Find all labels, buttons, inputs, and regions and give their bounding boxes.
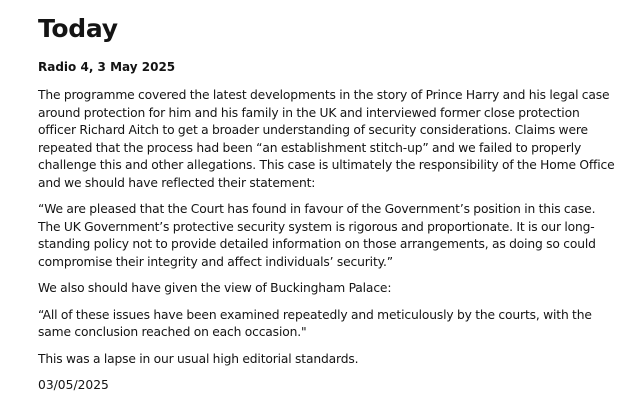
publication-date: 03/05/2025 — [38, 378, 109, 392]
paragraph-palace-intro: We also should have given the view of Buckingham Palace: — [38, 281, 392, 295]
paragraph-home-office-statement: “We are pleased that the Court has found in favour of the Government’s position in this case. The UK Government’s protective security system is rigorous and proportionate. It is our long-standing policy not to provide detailed information on those arrangements, as doing so could compromise their integrity and affect individuals’ security.” — [38, 202, 596, 269]
paragraph-palace-statement: “All of these issues have been examined repeatedly and meticulously by the courts, with the same conclusion reached on each occasion." — [38, 307, 592, 339]
page-title: Today — [38, 14, 118, 43]
paragraph-lapse: This was a lapse in our usual high editorial standards. — [38, 351, 359, 366]
programme-subtitle: Radio 4, 3 May 2025 — [38, 60, 176, 74]
paragraph-programme-coverage: The programme covered the latest developments in the story of Prince Harry and his legal case around protection for him and his family in the UK and interviewed former close protection officer Richard Aitch to get a broader understanding of security considerations. Claims were repeated that the process had been “an establishment stitch-up” and we failed to properly challenge this and other allegations. This case is ultimately the responsibility of the Home Office and we should have reflected their statement: — [38, 88, 615, 190]
